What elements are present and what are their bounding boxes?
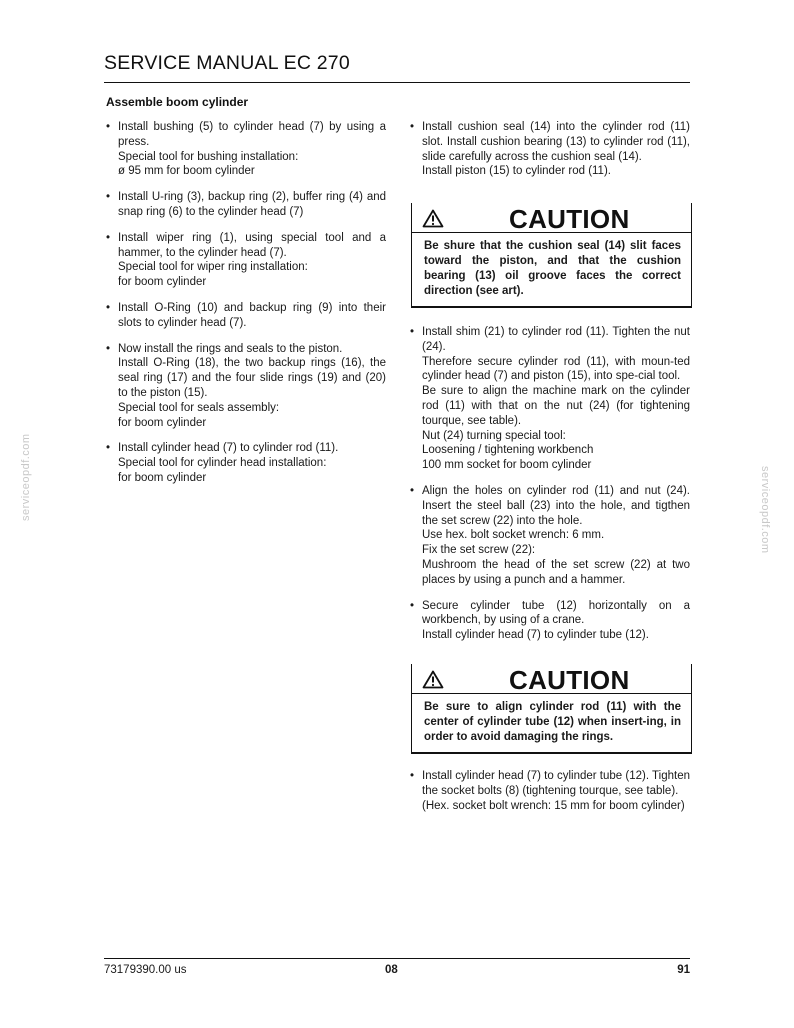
instruction-line: Loosening / tightening workbench xyxy=(422,444,594,457)
caution-text: Be shure that the cushion seal (14) slit faces toward the piston, and that the cushion bearing (13) oil groove faces the correct direction (see art). xyxy=(424,240,681,297)
instruction-line: for boom cylinder xyxy=(118,416,207,429)
instruction-line: Be sure to align the machine mark on the cylinder rod (11) with that on the nut (24) (for tightening tourque, see table). xyxy=(422,385,690,427)
caution-title: CAUTION xyxy=(509,665,630,695)
caution-title: CAUTION xyxy=(509,204,630,234)
caution-text: Be sure to align cylinder rod (11) with the center of cylinder tube (12) when insert-ing, in order to avoid damaging the rings. xyxy=(424,701,681,743)
instruction-line: Install O-Ring (18), the two backup rings (16), the seal ring (17) and the four slide rings (19) and (20) to the piston (15). xyxy=(118,357,386,399)
right-column-bottom xyxy=(410,769,690,813)
right-column-middle xyxy=(410,325,690,643)
section-title: Assemble boom cylinder xyxy=(106,95,249,109)
instruction-line: Use hex. bolt socket wrench: 6 mm. xyxy=(422,529,605,542)
instruction-line: ø 95 mm for boom cylinder xyxy=(118,165,255,178)
instruction-line: • Align the holes on cylinder rod (11) and nut (24). Insert the steel ball (23) into the hole, and tigthen the set screw (22) into the hole. xyxy=(422,484,690,527)
instruction-line: Special tool for cylinder head installation: xyxy=(118,457,327,470)
instruction-item xyxy=(410,599,690,643)
instruction-line: for boom cylinder xyxy=(118,276,207,289)
warning-triangle-icon xyxy=(422,209,444,233)
watermark-left: serviceopdf.com xyxy=(20,433,32,521)
instruction-line: Install cylinder head (7) to cylinder tube (12). xyxy=(422,629,649,642)
right-column-top xyxy=(410,120,690,179)
instruction-item xyxy=(106,231,386,290)
instruction-line: Therefore secure cylinder rod (11), with moun-ted cylinder head (7) and piston (15), into spe-cial tool. xyxy=(422,355,690,383)
instruction-line: Special tool for seals assembly: xyxy=(118,401,280,414)
instruction-item xyxy=(106,441,386,485)
manual-title: SERVICE MANUAL EC 270 xyxy=(104,52,350,74)
page-number: 91 xyxy=(677,964,690,976)
instruction-line: • Install cylinder head (7) to cylinder tube (12). Tighten the socket bolts (8) (tightening tourque, see table). xyxy=(422,770,690,797)
instruction-line: Special tool for wiper ring installation: xyxy=(118,261,308,274)
instruction-line: • Install wiper ring (1), using special tool and a hammer, to the cylinder head (7). xyxy=(118,231,386,259)
instruction-item xyxy=(106,120,386,179)
instruction-line: Special tool for bushing installation: xyxy=(118,150,299,163)
instruction-line: • Install shim (21) to cylinder rod (11). Tighten the nut (24). xyxy=(422,326,690,353)
watermark-right: serviceopdf.com xyxy=(759,466,771,554)
header-rule xyxy=(104,82,690,83)
caution-header xyxy=(412,203,691,233)
instruction-line: Fix the set screw (22): xyxy=(422,544,536,557)
instruction-line: • Install bushing (5) to cylinder head (7) by using a press. xyxy=(118,121,386,148)
instruction-line: • Install cylinder head (7) to cylinder rod (11). xyxy=(118,442,339,455)
instruction-line: • Secure cylinder tube (12) horizontally on a workbench, by using of a crane. xyxy=(422,599,690,627)
instruction-item xyxy=(410,120,690,179)
instruction-line: • Now install the rings and seals to the piston. xyxy=(118,342,343,355)
caution-header xyxy=(412,664,691,694)
instruction-line: Install piston (15) to cylinder rod (11). xyxy=(422,165,611,178)
left-column xyxy=(106,120,386,486)
instruction-line: Mushroom the head of the set screw (22) at two places by using a punch and a hammer. xyxy=(422,558,690,586)
warning-triangle-icon xyxy=(422,670,444,694)
document-number: 73179390.00 us xyxy=(104,964,187,976)
caution-box xyxy=(411,664,692,754)
instruction-item xyxy=(106,190,386,220)
instruction-item xyxy=(106,342,386,431)
instruction-item xyxy=(106,301,386,331)
instruction-line: 100 mm socket for boom cylinder xyxy=(422,459,592,472)
instruction-item xyxy=(410,769,690,813)
instruction-line: • Install cushion seal (14) into the cylinder rod (11) slot. Install cushion bearing (13) to cylinder rod (11), slide carefully across the cushion seal (14). xyxy=(422,121,690,163)
footer-rule xyxy=(104,958,690,959)
instruction-item xyxy=(410,484,690,588)
caution-box xyxy=(411,203,692,308)
instruction-line: for boom cylinder xyxy=(118,471,207,484)
instruction-line: (Hex. socket bolt wrench: 15 mm for boom cylinder) xyxy=(422,799,685,812)
instruction-item xyxy=(410,325,690,473)
instruction-line: • Install O-Ring (10) and backup ring (9) into their slots to cylinder head (7). xyxy=(118,301,386,329)
instruction-line: Nut (24) turning special tool: xyxy=(422,429,566,442)
instruction-line: • Install U-ring (3), backup ring (2), buffer ring (4) and snap ring (6) to the cylinder head (7) xyxy=(118,191,386,218)
chapter-number: 08 xyxy=(385,964,398,976)
